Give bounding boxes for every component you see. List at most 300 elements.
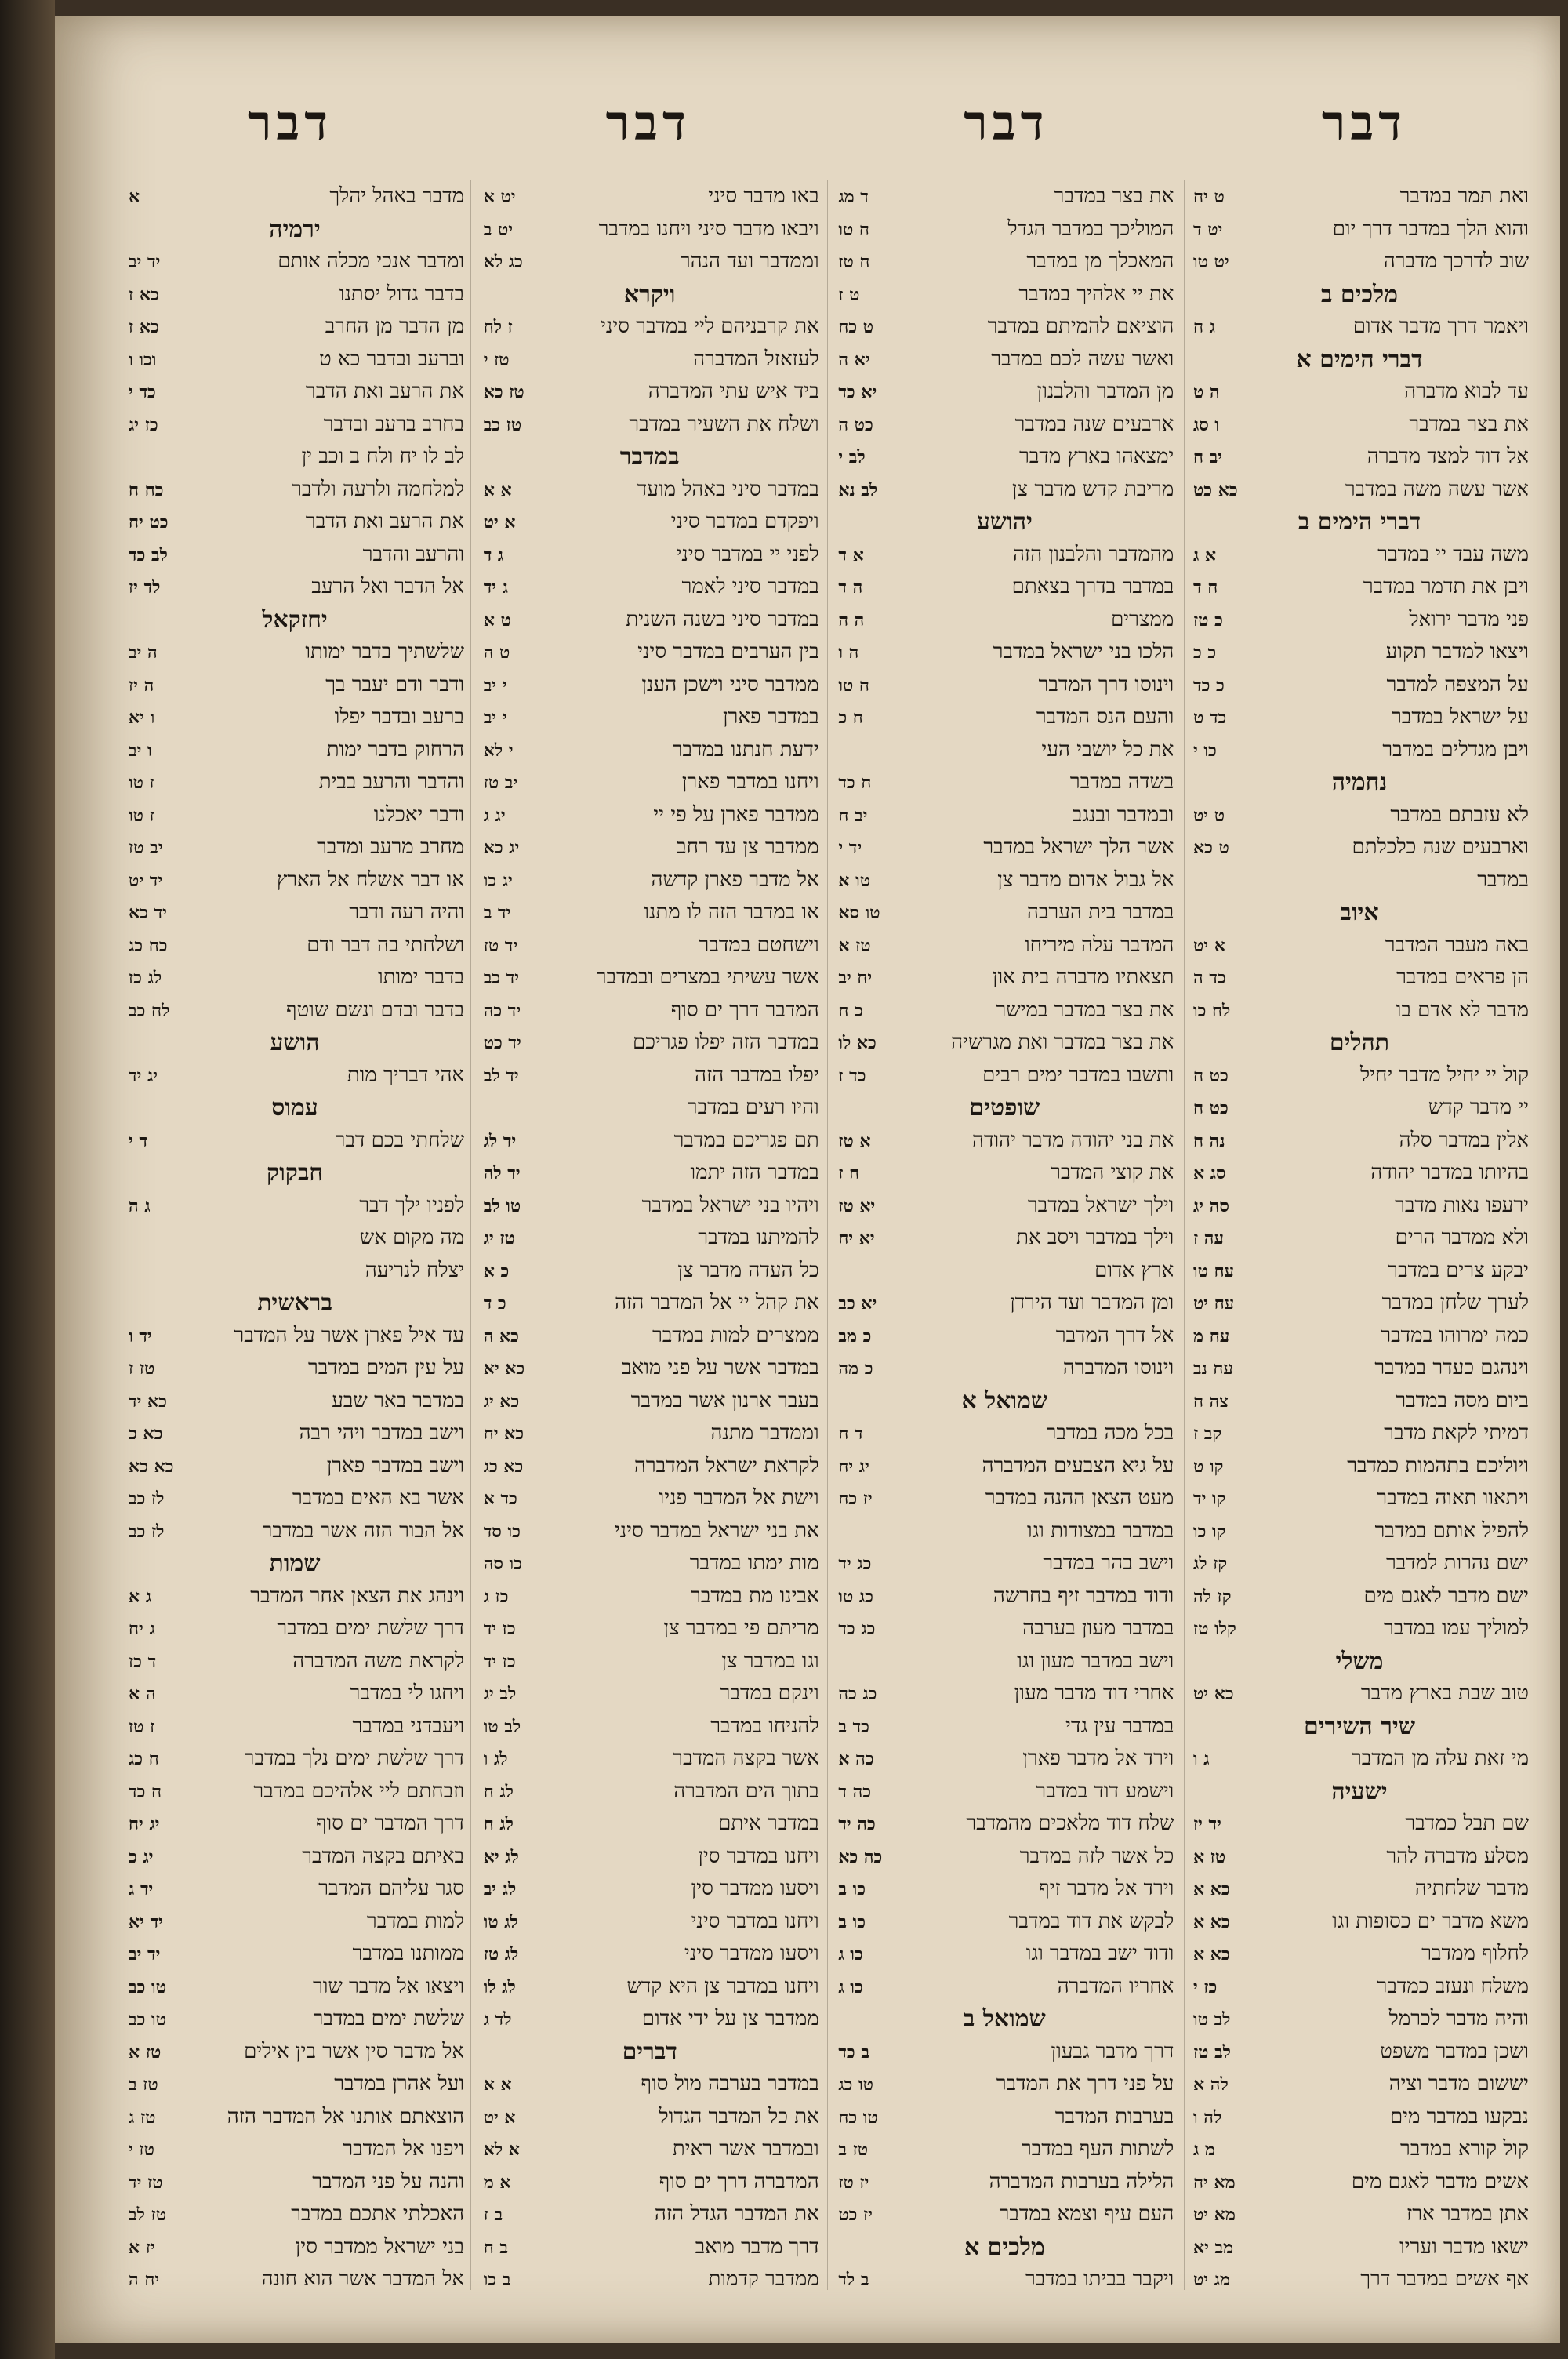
entry-text: להמיתנו במדבר <box>698 1226 819 1249</box>
concordance-entry <box>1190 669 1529 702</box>
concordance-entry <box>125 1222 464 1255</box>
concordance-entry <box>481 1971 819 2004</box>
concordance-entry <box>1190 1352 1529 1385</box>
entry-text: המוליכך במדבר הגדל <box>1007 216 1174 241</box>
entry-reference: קו כו <box>1193 1521 1226 1542</box>
concordance-entry <box>835 1190 1174 1223</box>
entry-reference: יב טז <box>129 838 163 858</box>
concordance-entry <box>125 1385 464 1418</box>
concordance-entry <box>835 734 1174 767</box>
concordance-entry <box>481 896 819 929</box>
entry-reference: ט יט <box>1193 805 1225 826</box>
concordance-entry <box>835 311 1174 343</box>
entry-reference: א יט <box>483 2106 516 2128</box>
entry-text: ויוליכם בתהמות כמדבר <box>1347 1453 1529 1478</box>
entry-text: אל גבול אדום מדבר צן <box>997 867 1174 892</box>
entry-text: ודוד ישב במדבר וגו <box>1025 1942 1174 1965</box>
concordance-entry <box>1190 376 1529 409</box>
entry-reference: טז א <box>1193 1846 1226 1867</box>
entry-text: מדבר שלחתיה <box>1414 1877 1529 1900</box>
entry-text: שלח דוד מלאכים מהמדבר <box>966 1812 1174 1835</box>
concordance-entry <box>1190 2133 1529 2166</box>
entry-text: אל דרך המדבר <box>1055 1323 1174 1347</box>
concordance-entry <box>481 409 819 442</box>
concordance-entry <box>1190 180 1529 213</box>
entry-reference: טו כב <box>129 1976 166 1997</box>
concordance-entry <box>481 2263 819 2296</box>
entry-reference: כז י <box>1193 1976 1218 1997</box>
entry-text: אל הדבר ואל הרעב <box>311 575 465 598</box>
concordance-column-2 <box>481 180 819 2298</box>
concordance-entry <box>481 1060 819 1092</box>
entry-text: את הרעב ואת הדבר <box>305 380 465 403</box>
entry-text: אתן במדבר ארז <box>1406 2202 1529 2226</box>
concordance-entry <box>1190 864 1529 897</box>
entry-text: אחרי דוד מדבר מעון <box>1014 1681 1174 1705</box>
entry-reference: כ מה <box>838 1358 873 1379</box>
entry-reference: ה יז <box>129 674 154 696</box>
book-heading: דברי הימים א <box>1296 345 1423 373</box>
concordance-entry <box>1190 2101 1529 2134</box>
entry-reference: יז טז <box>838 2172 869 2193</box>
entry-reference: לב נא <box>838 479 878 500</box>
entry-reference: מ ג <box>1193 2139 1215 2160</box>
entry-reference: יג ג <box>483 805 506 826</box>
entry-text: ואת תמר במדבר <box>1399 184 1529 208</box>
entry-text: ותשבו במדבר ימים רבים <box>982 1063 1174 1087</box>
concordance-entry <box>481 1125 819 1158</box>
concordance-entry <box>125 1906 464 1939</box>
book-heading: שיר השירים <box>1304 1712 1415 1740</box>
entry-reference: כד ז <box>838 1065 866 1086</box>
entry-text: במדבר סיני לאמר <box>681 575 819 598</box>
entry-reference: כא יא <box>483 1358 525 1379</box>
entry-reference: לח כו <box>1193 1000 1231 1021</box>
concordance-entry <box>481 604 819 637</box>
entry-text: וינהגם כעדר במדבר <box>1374 1356 1529 1379</box>
entry-text: את בצר במדבר במישר <box>996 998 1174 1022</box>
entry-text: ממצרים <box>1111 607 1174 631</box>
entry-reference: וכו ו <box>129 349 157 370</box>
concordance-entry <box>835 2166 1174 2199</box>
book-heading: שמואל ב <box>963 2005 1046 2033</box>
entry-text: אל הבור הזה אשר במדבר <box>262 1518 465 1543</box>
entry-text: ביד איש עתי המדברה <box>648 380 819 403</box>
entry-text: ישם מדבר לאגם מים <box>1363 1583 1529 1608</box>
entry-reference: יא יח <box>838 1228 875 1249</box>
concordance-entry <box>481 1385 819 1418</box>
concordance-entry <box>1190 1515 1529 1548</box>
entry-text: במדבר באר שבע <box>332 1388 465 1412</box>
entry-text: במדבר פארן <box>723 705 819 729</box>
entry-text: קול קורא במדבר <box>1400 2137 1529 2161</box>
entry-text: למלחמה ולרעה ולדבר <box>292 477 465 501</box>
entry-reference: טז יג <box>483 1228 515 1249</box>
concordance-entry <box>1190 1417 1529 1450</box>
entry-text: טוב שבת בארץ מדבר <box>1360 1681 1529 1705</box>
entry-reference: יד ו <box>129 1325 152 1347</box>
entry-text: תצאתיו מדברה בית און <box>992 965 1174 989</box>
entry-text: את בצר במדבר <box>1409 412 1529 436</box>
concordance-entry <box>835 1417 1174 1450</box>
entry-reference: יז א <box>129 2237 155 2258</box>
concordance-entry <box>481 2198 819 2231</box>
entry-text: שוב לדרכך מדברה <box>1383 249 1529 273</box>
book-heading: הושע <box>270 1029 320 1056</box>
concordance-entry <box>481 2003 819 2036</box>
entry-reference: מג יט <box>1193 2270 1231 2290</box>
entry-text: בתוך הים המדברה <box>673 1779 819 1803</box>
concordance-entry <box>1190 799 1529 832</box>
entry-text: משה עבד יי במדבר <box>1377 542 1529 566</box>
entry-text: וינוסו דרך המדבר <box>1038 672 1174 696</box>
entry-text: וישב במדבר מעון וגו <box>1017 1648 1174 1673</box>
entry-text: דרך מדבר גבעון <box>1051 2039 1174 2063</box>
entry-text: וממדבר ועד הנהר <box>680 249 819 273</box>
entry-reference: ב כד <box>838 2041 869 2063</box>
entry-text: במדבר הזה יפלו פגריכם <box>633 1030 819 1054</box>
entry-reference: לג לו <box>483 1976 516 1997</box>
entry-reference: ב כו <box>483 2270 511 2290</box>
concordance-entry <box>125 1938 464 1971</box>
concordance-entry <box>125 1580 464 1613</box>
concordance-entry <box>835 2263 1174 2296</box>
concordance-entry <box>481 1841 819 1874</box>
entry-reference: עח טו <box>1193 1260 1235 1281</box>
concordance-entry <box>481 1417 819 1450</box>
concordance-entry <box>835 929 1174 962</box>
entry-reference: ג יח <box>129 1619 155 1639</box>
concordance-entry <box>125 994 464 1027</box>
concordance-entry <box>125 701 464 734</box>
entry-text: אהי דבריך מות <box>347 1063 465 1087</box>
entry-text: והדבר והרעב בבית <box>318 770 465 794</box>
concordance-entry <box>481 1482 819 1515</box>
entry-text: באו מדבר סיני <box>708 184 819 208</box>
concordance-entry <box>125 831 464 864</box>
entry-text: ובמדבר אשר ראית <box>672 2137 819 2161</box>
book-heading: דברי הימים ב <box>1298 508 1421 536</box>
entry-text: האכלתי אתכם במדבר <box>291 2202 465 2226</box>
entry-text: שלשתיך בדבר ימותו <box>305 640 465 663</box>
entry-reference: ט א <box>483 609 511 631</box>
entry-text: על עין המים במדבר <box>308 1356 465 1379</box>
entry-text: במדבר סיני באהל מועד <box>637 477 819 501</box>
entry-text: שם תבל כמדבר <box>1405 1812 1529 1835</box>
entry-reference: ח כ <box>838 707 863 728</box>
entry-text: כל העדה מדבר צן <box>677 1258 819 1282</box>
book-heading: שופטים <box>969 1094 1040 1121</box>
concordance-entry <box>835 1841 1174 1874</box>
concordance-entry <box>835 1808 1174 1841</box>
concordance-entry <box>481 506 819 539</box>
concordance-entry <box>835 2101 1174 2134</box>
entry-text: בדבר גדול יסתנו <box>339 282 465 306</box>
entry-text: במדבר אשר על פני מואב <box>622 1356 819 1379</box>
entry-text: וברעב ובדבר כא ט <box>319 347 465 371</box>
entry-reference: כא א <box>1193 1944 1230 1965</box>
entry-text: ואשר עשה לכם במדבר <box>991 347 1174 371</box>
entry-text: למוליך עמו במדבר <box>1383 1616 1529 1640</box>
entry-reference: כא יט <box>1193 1684 1234 1704</box>
entry-text: את קוצי המדבר <box>1051 1161 1174 1184</box>
concordance-entry <box>1190 636 1529 669</box>
concordance-entry <box>1190 831 1529 864</box>
concordance-entry <box>481 1710 819 1743</box>
entry-text: אשר עשיתי במצרים ובמדבר <box>596 965 819 989</box>
entry-text: הוציאם להמיתם במדבר <box>987 314 1174 338</box>
entry-reference: יד יז <box>1193 1814 1221 1834</box>
entry-reference: א א <box>483 2074 512 2095</box>
entry-reference: יג יח <box>838 1456 869 1477</box>
entry-text: יפלו במדבר הזה <box>694 1063 819 1087</box>
entry-text: אלין במדבר סלה <box>1399 1128 1529 1152</box>
entry-reference: ה ד <box>838 577 863 598</box>
entry-text: ברעב ובדבר יפלו <box>334 705 465 729</box>
entry-reference: טז ז <box>129 1358 155 1379</box>
entry-reference: צה ח <box>1193 1390 1229 1412</box>
entry-text: במדבר במצודות וגו <box>1026 1518 1174 1543</box>
entry-reference: ה ו <box>838 642 859 663</box>
concordance-entry <box>1190 245 1529 278</box>
entry-reference: י יב <box>483 707 507 728</box>
entry-reference: ח טז <box>838 252 870 272</box>
entry-text: לבקש את דוד במדבר <box>1008 1909 1174 1933</box>
concordance-entry <box>481 1906 819 1939</box>
concordance-entry <box>481 2231 819 2264</box>
entry-reference: יא ה <box>838 349 870 370</box>
entry-reference: טז א <box>129 2041 162 2063</box>
entry-text: ממדבר סיני וישכן הענן <box>641 672 819 696</box>
entry-reference: ח ז <box>838 1163 860 1183</box>
concordance-entry <box>481 1580 819 1613</box>
entry-reference: כו ג <box>838 1976 863 1997</box>
concordance-entry <box>481 180 819 213</box>
entry-text: לשתות העף במדבר <box>1021 2137 1174 2161</box>
concordance-entry <box>125 2133 464 2166</box>
concordance-entry <box>835 1971 1174 2004</box>
entry-text: הלילה בערבות המדברה <box>989 2169 1174 2194</box>
entry-reference: א טז <box>838 1130 871 1151</box>
entry-reference: יד יא <box>129 1911 163 1932</box>
entry-reference: ג א <box>129 1586 152 1607</box>
concordance-entry <box>481 2133 819 2166</box>
concordance-entry <box>125 2101 464 2134</box>
book-heading: תהלים <box>1329 1029 1390 1056</box>
concordance-entry <box>835 1906 1174 1939</box>
entry-text: ולא ממדבר הרים <box>1395 1226 1529 1249</box>
entry-text: במדבר בדרך בצאתם <box>1011 575 1174 598</box>
entry-reference: י לא <box>483 740 514 761</box>
entry-text: מריבת קדש מדבר צן <box>1011 477 1174 501</box>
concordance-entry <box>481 766 819 799</box>
entry-text: את בני יהודה מדבר יהודה <box>972 1128 1174 1152</box>
entry-text: הרחוק בדבר ימות <box>326 737 465 761</box>
concordance-entry <box>1190 1125 1529 1158</box>
entry-text: ויחנו במדבר סין <box>698 1844 819 1868</box>
entry-reference: כד ה <box>1193 968 1226 988</box>
entry-text: והיה מדבר לכרמל <box>1388 2007 1529 2030</box>
concordance-entry <box>481 213 819 246</box>
entry-text: ודבר ודם יעבר בך <box>325 672 465 696</box>
concordance-entry <box>125 1645 464 1678</box>
concordance-entry <box>125 278 464 311</box>
entry-text: אל דוד למצד מדברה <box>1367 445 1529 468</box>
entry-text: לקראת משה המדברה <box>292 1648 465 1673</box>
concordance-entry <box>1190 1190 1529 1223</box>
entry-reference: יד כב <box>483 968 520 988</box>
entry-reference: כא ז <box>129 284 159 305</box>
concordance-entry <box>481 1157 819 1190</box>
concordance-entry <box>1190 2036 1529 2069</box>
entry-text: מדבר באהל יהלך <box>329 184 465 208</box>
concordance-entry <box>1190 1906 1529 1939</box>
concordance-entry <box>481 1450 819 1483</box>
entry-text: דרך מדבר מואב <box>695 2234 819 2259</box>
entry-text: משלח ונעזב כמדבר <box>1377 1974 1529 1998</box>
concordance-entry <box>125 2231 464 2264</box>
entry-text: לפניו ילך דבר <box>359 1193 465 1217</box>
concordance-entry <box>481 701 819 734</box>
concordance-entry <box>481 929 819 962</box>
concordance-entry <box>835 343 1174 376</box>
concordance-entry <box>481 1743 819 1776</box>
entry-text: מסלע מדברה להר <box>1386 1844 1529 1868</box>
entry-reference: יט ב <box>483 219 514 240</box>
entry-reference: לה א <box>1193 2074 1229 2095</box>
entry-text: קול יי יחיל מדבר יחיל <box>1359 1063 1529 1087</box>
entry-reference: לז כב <box>129 1521 165 1542</box>
book-heading: איוב <box>1340 899 1379 926</box>
entry-text: למות במדבר <box>366 1909 465 1933</box>
concordance-entry <box>1190 1677 1529 1710</box>
concordance-entry <box>835 2036 1174 2069</box>
entry-reference: ג ח <box>1193 317 1215 337</box>
entry-text: בין הערבים במדבר סיני <box>637 640 819 663</box>
concordance-entry <box>835 1547 1174 1580</box>
entry-reference: לג ח <box>483 1781 514 1802</box>
entry-reference: לב טז <box>1193 2041 1231 2063</box>
concordance-entry <box>125 474 464 507</box>
entry-text: הן פראים במדבר <box>1396 965 1529 989</box>
entry-text: להניחו במדבר <box>710 1714 819 1738</box>
entry-text: אל מדבר סין אשר בין אילים <box>244 2039 465 2063</box>
entry-reference: קב ז <box>1193 1423 1222 1444</box>
concordance-entry <box>481 1222 819 1255</box>
concordance-entry <box>125 1450 464 1483</box>
entry-reference: כ מב <box>838 1325 872 1347</box>
concordance-entry <box>481 961 819 994</box>
concordance-entry <box>1190 539 1529 572</box>
entry-reference: ח טו <box>838 674 869 696</box>
concordance-entry <box>1190 1385 1529 1418</box>
concordance-entry <box>1190 734 1529 767</box>
entry-reference: ט כא <box>1193 838 1229 858</box>
entry-text: מריתם פי במדבר צן <box>663 1616 819 1640</box>
entry-text: ושכן במדבר משפט <box>1380 2039 1529 2063</box>
entry-text: ירעפו נאות מדבר <box>1395 1193 1529 1217</box>
book-heading: משלי <box>1335 1647 1384 1675</box>
entry-text: וישת אל המדבר פניו <box>659 1486 819 1510</box>
concordance-entry <box>481 245 819 278</box>
entry-reference: כז יד <box>483 1619 516 1639</box>
entry-reference: כג יד <box>838 1554 872 1574</box>
entry-reference: יד יט <box>129 870 163 891</box>
concordance-entry <box>1190 213 1529 246</box>
entry-reference: יד לב <box>483 1065 519 1086</box>
concordance-entry <box>835 1515 1174 1548</box>
entry-reference: יב ח <box>838 805 868 826</box>
concordance-entry <box>835 1027 1174 1060</box>
concordance-entry <box>835 1482 1174 1515</box>
entry-reference: כה יד <box>838 1814 876 1834</box>
concordance-entry <box>835 1222 1174 1255</box>
entry-text: לערך שלחן במדבר <box>1381 1291 1529 1314</box>
entry-text: דרך המדבר ים סוף <box>316 1812 465 1835</box>
concordance-entry <box>835 1580 1174 1613</box>
entry-text: ממדבר צן על ידי אדום <box>641 2007 819 2030</box>
entry-reference: י יב <box>483 674 507 696</box>
entry-reference: לב כד <box>129 544 168 565</box>
entry-text: אל המדבר אשר הוא חונה <box>261 2267 465 2291</box>
entry-reference: קלו טז <box>1193 1619 1236 1639</box>
entry-text: הוצאתם אותנו אל המדבר הזה <box>227 2104 465 2128</box>
entry-reference: יד ג <box>129 1879 154 1899</box>
entry-text: ממותנו במדבר <box>352 1942 465 1965</box>
concordance-entry <box>125 2036 464 2069</box>
entry-reference: כ ד <box>483 1293 506 1314</box>
concordance-entry <box>835 213 1174 246</box>
entry-text: במדבר בית הערבה <box>1026 900 1174 924</box>
column-header-2: דבר <box>605 94 691 151</box>
entry-reference: כט יח <box>129 512 169 533</box>
entry-reference: ז טו <box>129 772 154 793</box>
concordance-entry <box>1190 1612 1529 1645</box>
entry-reference: יב טז <box>483 772 518 793</box>
book-heading: מלכים ב <box>1321 280 1398 308</box>
concordance-entry <box>481 1645 819 1678</box>
entry-reference: כג טו <box>838 1586 873 1607</box>
entry-text: ויסעו ממדבר סין <box>691 1877 819 1900</box>
entry-reference: ד מג <box>838 187 869 207</box>
entry-text: את בני ישראל במדבר סיני <box>614 1518 819 1543</box>
entry-reference: לב טו <box>483 1716 521 1737</box>
entry-text: וישמע דוד במדבר <box>1036 1779 1174 1803</box>
entry-reference: ח כד <box>129 1781 162 1802</box>
entry-text: וינוסו המדברה <box>1062 1356 1174 1379</box>
entry-text: אל מדבר פארן קדשה <box>651 867 819 892</box>
concordance-entry <box>835 1352 1174 1385</box>
concordance-entry <box>835 636 1174 669</box>
concordance-entry <box>481 636 819 669</box>
entry-text: המדבר דרך ים סוף <box>670 998 819 1022</box>
concordance-entry <box>481 2068 819 2101</box>
concordance-entry <box>125 1482 464 1515</box>
concordance-entry <box>1190 604 1529 637</box>
entry-text: במדבר איתם <box>718 1812 819 1835</box>
entry-reference: ד ח <box>838 1423 863 1444</box>
concordance-entry <box>835 409 1174 442</box>
entry-reference: ט ה <box>483 642 510 663</box>
book-heading: יחזקאל <box>262 605 328 634</box>
concordance-entry <box>835 799 1174 832</box>
entry-text: לחלוף ממדבר <box>1421 1942 1529 1965</box>
concordance-entry <box>125 929 464 962</box>
entry-reference: טז ב <box>129 2074 158 2095</box>
concordance-entry <box>481 799 819 832</box>
concordance-entry <box>481 474 819 507</box>
concordance-entry <box>481 734 819 767</box>
